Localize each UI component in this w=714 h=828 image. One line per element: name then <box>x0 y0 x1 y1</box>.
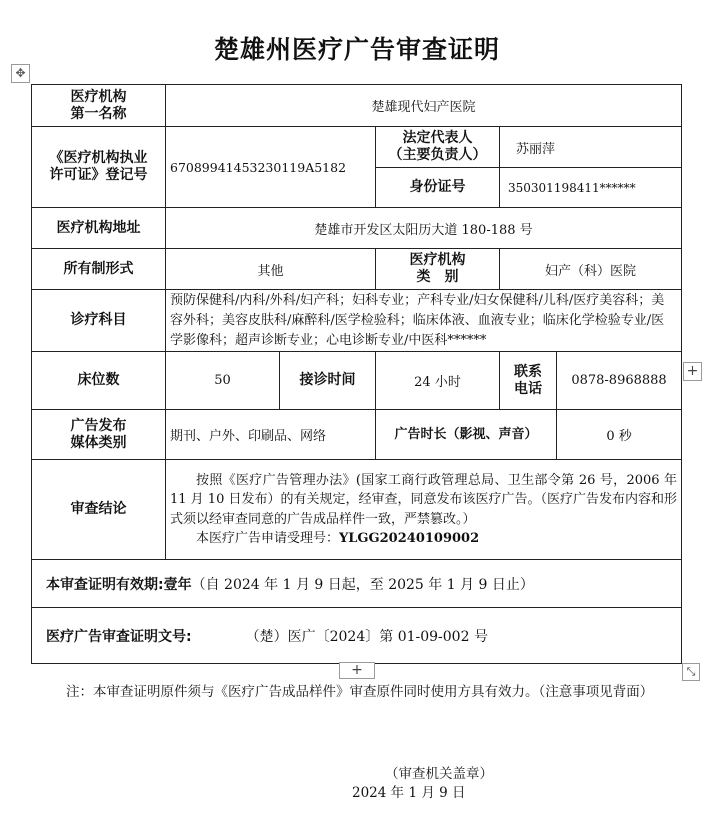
org-name-label: 医疗机构 第一名称 <box>32 85 166 127</box>
row-conclusion <box>32 460 682 560</box>
validity-value: （自 2024 年 1 月 9 日起，至 2025 年 1 月 9 日止） <box>191 576 534 593</box>
media-label: 广告发布 媒体类别 <box>32 410 166 460</box>
beds-label: 床位数 <box>32 352 166 410</box>
row-media <box>32 410 682 460</box>
row-docno <box>32 608 682 664</box>
phone-value: 0878-8968888 <box>557 352 682 410</box>
address-value: 楚雄市开发区太阳历大道 180-188 号 <box>166 208 682 249</box>
row-validity <box>32 560 682 608</box>
validity-line <box>32 560 682 608</box>
row-license <box>32 127 682 168</box>
legal-rep-label: 法定代表人 （主要负责人） <box>376 127 500 168</box>
row-ownership <box>32 249 682 290</box>
certificate-table <box>31 84 682 664</box>
legal-rep-value: 苏丽萍 <box>500 127 682 168</box>
category-value: 妇产（科）医院 <box>500 249 682 290</box>
add-row-plus-icon[interactable]: + <box>339 662 375 679</box>
duration-value: 0 秒 <box>557 410 682 460</box>
license-label: 《医疗机构执业 许可证》登记号 <box>32 127 166 208</box>
docno-line <box>32 608 682 664</box>
move-icon[interactable]: ✥ <box>11 64 30 83</box>
departments-label: 诊疗科目 <box>32 290 166 352</box>
issue-date: 2024 年 1 月 9 日 <box>352 785 466 801</box>
duration-label: 广告时长（影视、声音） <box>376 410 557 460</box>
add-column-plus-icon[interactable]: + <box>683 362 702 381</box>
seal-caption: （审查机关盖章） <box>385 766 493 782</box>
beds-value: 50 <box>166 352 280 410</box>
document-title: 楚雄州医疗广告审查证明 <box>213 35 500 64</box>
docno-label: 医疗广告审查证明文号: <box>46 628 192 645</box>
media-value: 期刊、户外、印刷品、网络 <box>166 410 376 460</box>
row-address <box>32 208 682 249</box>
conclusion-text <box>166 460 682 560</box>
phone-label: 联系 电话 <box>500 352 557 410</box>
departments-value: 预防保健科/内科/外科/妇产科；妇科专业；产科专业/妇女保健科/儿科/医疗美容科；美容外科；美容皮肤科/麻醉科/医学检验科；临床体液、血液专业；临床化学检验专业/医学影像科；超声诊断专业；心电诊断专业/中医科****** <box>166 290 682 352</box>
row-beds <box>32 352 682 410</box>
ownership-label: 所有制形式 <box>32 249 166 290</box>
resize-icon[interactable]: ⤡ <box>682 663 700 681</box>
id-label: 身份证号 <box>376 168 500 208</box>
category-label: 医疗机构 类 别 <box>376 249 500 290</box>
docno-value: （楚）医广〔2024〕第 01-09-002 号 <box>245 628 488 645</box>
ownership-value: 其他 <box>166 249 376 290</box>
row-departments <box>32 290 682 352</box>
hours-label: 接诊时间 <box>280 352 376 410</box>
id-number: 350301198411****** <box>500 168 682 208</box>
footnote: 注：本审查证明原件须与《医疗广告成品样件》审查原件同时使用方具有效力。（注意事项见背面） <box>66 684 654 700</box>
conclusion-paragraph: 按照《医疗广告管理办法》(国家工商行政管理总局、卫生部令第 26 号，2006 年 11 月 10 日发布）的有关规定，经审查，同意发布该医疗广告。（医疗广告发布内容和形式须以经审查同意的广告成品样件一致，严禁篡改。） <box>170 472 678 527</box>
org-name-value: 楚雄现代妇产医院 <box>166 85 682 127</box>
application-number-line: 本医疗广告申请受理号：YLGG20240109002 <box>196 531 480 546</box>
row-org-name <box>32 85 682 127</box>
hours-value: 24 小时 <box>376 352 500 410</box>
conclusion-label: 审查结论 <box>32 460 166 560</box>
address-label: 医疗机构地址 <box>32 208 166 249</box>
validity-label: 本审查证明有效期:壹年 <box>46 576 192 593</box>
license-number: 67089941453230119A5182 <box>166 127 376 208</box>
